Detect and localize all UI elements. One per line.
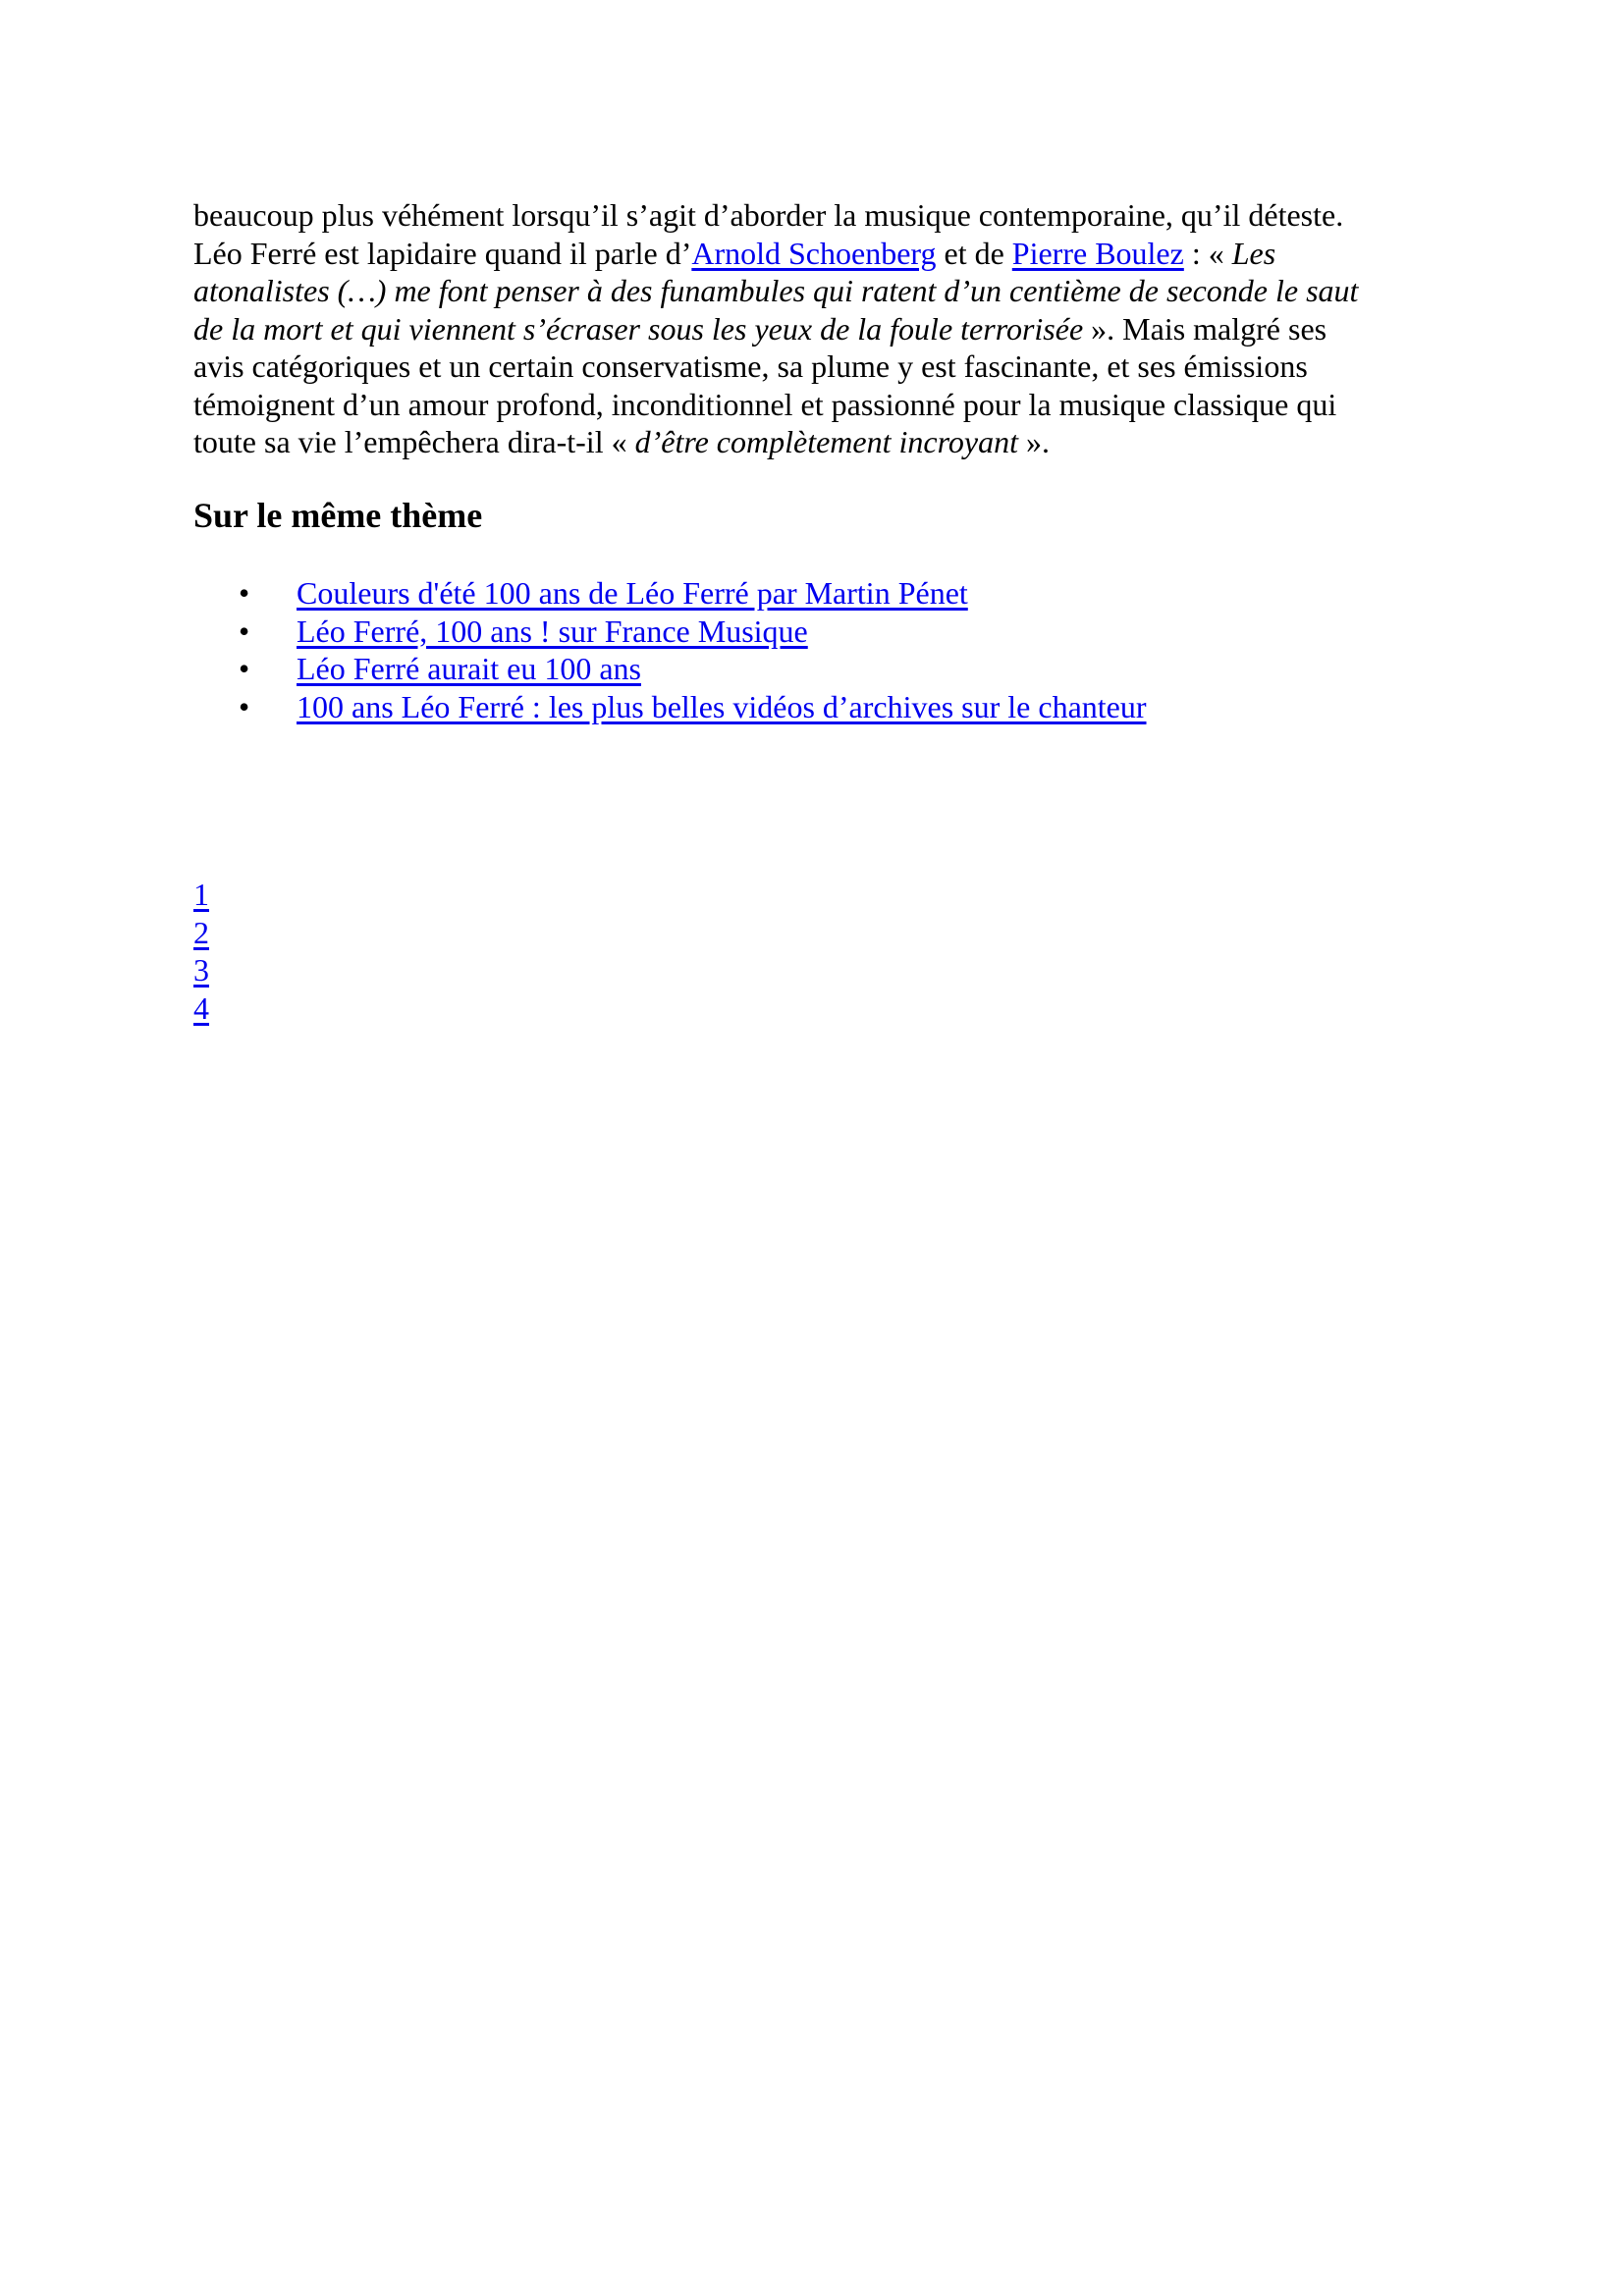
paragraph-line bbox=[193, 272, 1358, 310]
italic-text: Les bbox=[1231, 235, 1276, 271]
text-run: toute sa vie l’empêchera dira-t-il « bbox=[193, 424, 635, 459]
related-link[interactable]: Léo Ferré, 100 ans ! sur France Musique bbox=[297, 613, 808, 649]
bullet-icon: • bbox=[239, 613, 250, 649]
bullet-icon: • bbox=[239, 575, 250, 611]
related-link-item bbox=[193, 688, 1147, 726]
paragraph-line bbox=[193, 235, 1358, 273]
related-link-item bbox=[193, 650, 1147, 688]
paragraph-line bbox=[193, 196, 1358, 235]
paragraph-line bbox=[193, 423, 1358, 461]
text-run: avis catégoriques et un certain conservatisme, sa plume y est fascinante, et ses émissions bbox=[193, 348, 1308, 384]
inline-link[interactable]: Pierre Boulez bbox=[1011, 235, 1184, 271]
italic-text: d’être complètement incroyant bbox=[634, 424, 1018, 459]
pagination-line bbox=[193, 876, 209, 914]
pagination-line bbox=[193, 914, 209, 952]
text-run: beaucoup plus véhément lorsqu’il s’agit d’aborder la musique contemporaine, qu’il déteste. bbox=[193, 197, 1344, 233]
paragraph-line bbox=[193, 386, 1358, 424]
italic-text: de la mort et qui viennent s’écraser sous les yeux de la foule terrorisée bbox=[193, 310, 1084, 347]
body-paragraph bbox=[193, 196, 1358, 461]
pagination-link[interactable]: 4 bbox=[193, 989, 209, 1026]
related-link[interactable]: 100 ans Léo Ferré : les plus belles vidéos d’archives sur le chanteur bbox=[297, 688, 1147, 724]
related-link[interactable]: Léo Ferré aurait eu 100 ans bbox=[297, 651, 641, 686]
related-links-list bbox=[193, 574, 1147, 725]
text-run: : « bbox=[1183, 235, 1232, 271]
related-link[interactable]: Couleurs d'été 100 ans de Léo Ferré par Martin Pénet bbox=[297, 575, 968, 611]
pagination-line bbox=[193, 989, 209, 1028]
inline-link[interactable]: Arnold Schoenberg bbox=[691, 235, 937, 271]
text-run: témoignent d’un amour profond, inconditionnel et passionné pour la musique classique qui bbox=[193, 386, 1337, 422]
text-run: Léo Ferré est lapidaire quand il parle d’ bbox=[193, 235, 692, 271]
text-run: et de bbox=[936, 235, 1012, 271]
related-link-item bbox=[193, 613, 1147, 651]
pagination-links bbox=[193, 876, 209, 1027]
pagination-link[interactable]: 1 bbox=[193, 877, 209, 912]
paragraph-line bbox=[193, 310, 1358, 348]
text-run: ». Mais malgré ses bbox=[1083, 310, 1327, 347]
italic-text: atonalistes (…) me font penser à des funambules qui ratent d’un centième de seconde le saut bbox=[193, 273, 1359, 308]
pagination-link[interactable]: 2 bbox=[193, 914, 209, 950]
text-run: ». bbox=[1017, 424, 1050, 459]
paragraph-line bbox=[193, 347, 1358, 386]
bullet-icon: • bbox=[239, 651, 250, 686]
related-link-item bbox=[193, 574, 1147, 613]
bullet-icon: • bbox=[239, 688, 250, 724]
pagination-link[interactable]: 3 bbox=[193, 952, 209, 988]
section-heading: Sur le même thème bbox=[193, 496, 483, 535]
pagination-line bbox=[193, 951, 209, 989]
